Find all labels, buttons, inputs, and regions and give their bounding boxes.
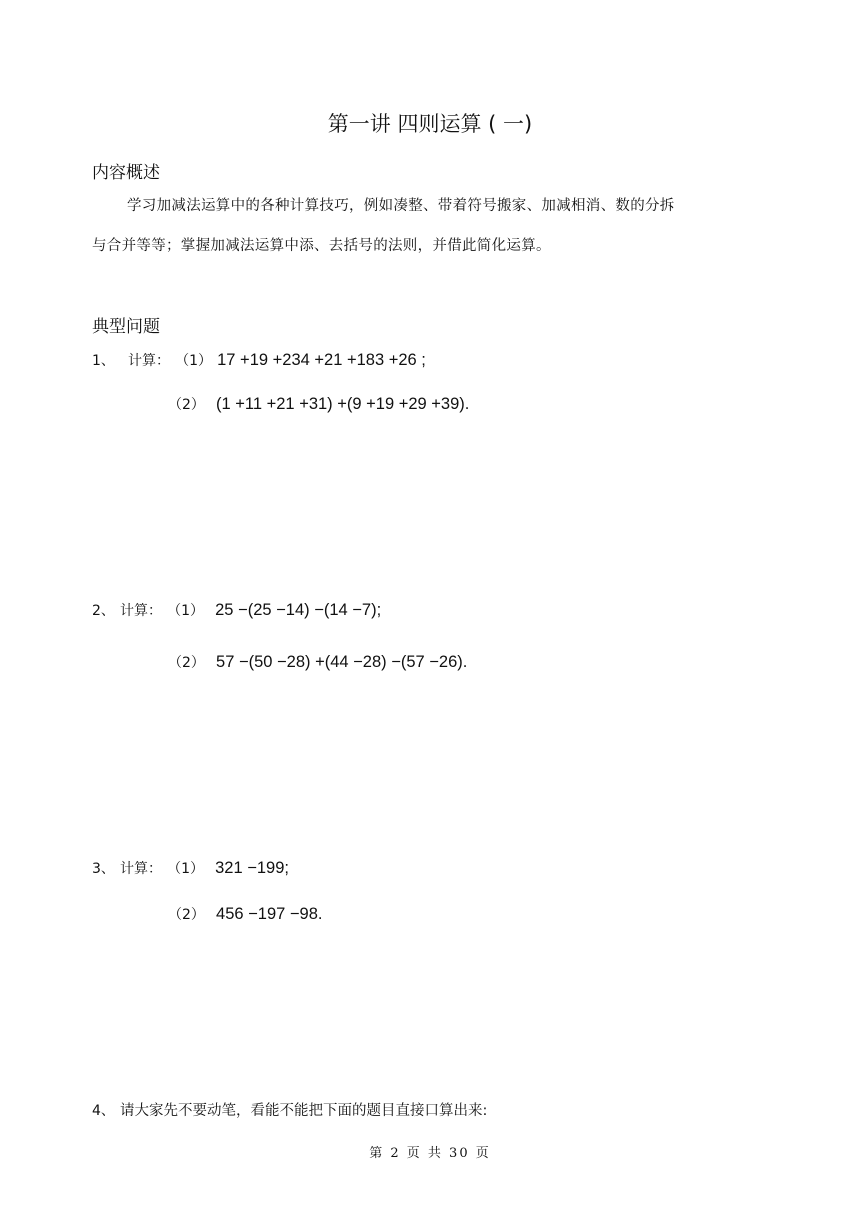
part-label: （2） (168, 907, 205, 923)
problem-number: 4、 (92, 1103, 115, 1119)
overview-heading: 内容概述 (92, 163, 160, 183)
part-label: （2） (168, 397, 205, 413)
problem-3 (92, 858, 289, 878)
math-expression: 25 −(25 −14) −(14 −7); (215, 601, 382, 619)
problem-2 (92, 600, 381, 620)
problem-1 (92, 350, 426, 370)
part-label: （2） (168, 655, 205, 671)
part-label: （1） (175, 353, 213, 369)
problem-lead: 请大家先不要动笔，看能不能把下面的题目直接口算出来: (120, 1103, 488, 1119)
problem-lead: 计算： (120, 861, 163, 877)
math-expression: 57 −(50 −28) +(44 −28) −(57 −26). (216, 653, 468, 671)
part-label: （1） (167, 861, 205, 877)
math-expression: 321 −199; (215, 859, 289, 877)
page-footer: 第 2 页 共 30 页 (369, 1146, 491, 1161)
problem-lead: 计算： (128, 353, 171, 369)
problem-1-part-2 (168, 394, 469, 414)
overview-paragraph-line-1: 学习加减法运算中的各种计算技巧，例如凑整、带着符号搬家、加减相消、数的分拆 (127, 198, 675, 214)
math-expression: (1 +11 +21 +31) +(9 +19 +29 +39). (216, 395, 470, 413)
problems-heading: 典型问题 (92, 317, 160, 337)
overview-paragraph-line-2: 与合并等等；掌握加减法运算中添、去括号的法则，并借此简化运算。 (92, 238, 551, 254)
problem-2-part-2 (168, 652, 467, 672)
problem-lead: 计算： (120, 603, 163, 619)
problem-3-part-2 (168, 904, 322, 924)
problem-number: 2、 (92, 603, 115, 619)
math-expression: 17 +19 +234 +21 +183 +26 ; (217, 351, 426, 369)
math-expression: 456 −197 −98. (216, 905, 323, 923)
page-title: 第一讲 四则运算 ( 一) (327, 112, 533, 136)
problem-number: 3、 (92, 861, 115, 877)
problem-number: 1、 (92, 353, 115, 369)
problem-4 (92, 1099, 487, 1120)
part-label: （1） (167, 603, 205, 619)
